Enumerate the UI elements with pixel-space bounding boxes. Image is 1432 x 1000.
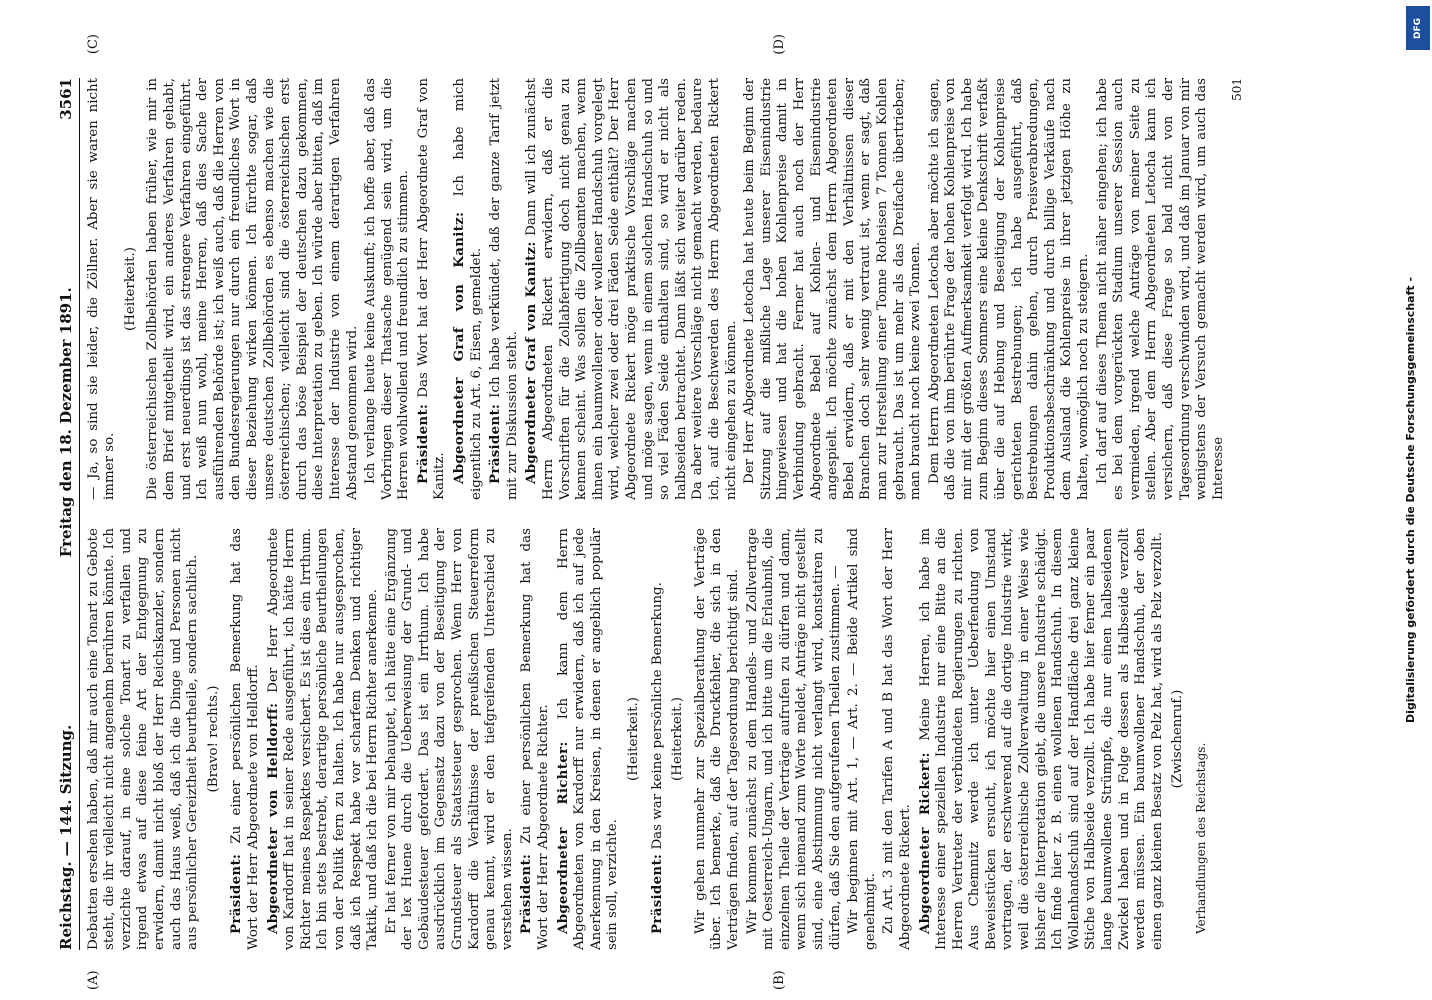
paragraph-text: Das war keine persönliche Bemerkung.: [649, 582, 665, 854]
speaker-label: Abgeordneter Graf von Kanitz:: [523, 241, 540, 484]
paragraph: [1229, 78, 1246, 500]
paragraph-text: Wir beginnen mit Art. 1, — Art. 2. — Beide Artikel sind genehmigt.: [846, 528, 878, 950]
paragraph-text: Wir kommen zunächst zu dem Handels- und Zollvertrage mit Oesterreich-Ungarn, und ich bitte um die Erlaubniß, die einzelnen Theile der Verträge aufrufen zu dürfen und dann, wenn sich niemand zum Worte meldet, Anträge nicht gestellt sind, eine Abstimmung nicht verlangt wird, konstatiren zu dürfen, daß Sie den aufgerufenen Theilen zustimmen. —: [744, 528, 843, 950]
paragraph-text: Ich kann dem Herrn Abgeordneten von Kardorff nur erwidern, daß ich auf jede Anerkennung in den Kreisen, in denen er angeblich populär sein soll, verzichte.: [555, 528, 621, 950]
right-column: [86, 78, 1248, 500]
paragraph-text: Wir gehen nunmehr zur Spezialberathung der Verträge über. Ich bemerke, daß die Druckfehler, die sich in den Verträgen finden, auf der Tagesordnung berichtigt sind.: [692, 528, 741, 950]
paragraph-text: Zu einer persönlichen Bemerkung hat das Wort der Herr Abgeordnete von Helldorff.: [229, 528, 261, 950]
paragraph: [693, 528, 743, 950]
paragraph: [555, 528, 622, 950]
paragraph-text: Ich habe verkündet, daß der ganze Tarif jetzt mit zur Diskussion steht.: [488, 78, 520, 500]
paragraph-text: Zu Art. 3 mit den Tarifen A und B hat das Wort der Herr Abgeordnete Rickert.: [881, 528, 913, 950]
speaker-label: Abgeordneter Graf von Kanitz:: [451, 211, 468, 484]
page-header: [58, 78, 80, 950]
text-columns: [85, 34, 1248, 990]
paragraph: [523, 78, 740, 500]
paragraph: [1193, 528, 1210, 950]
paragraph: [415, 78, 449, 500]
speaker-label: Präsident:: [228, 853, 245, 934]
margin-marker-a: (A): [85, 970, 101, 990]
paragraph: [1095, 78, 1228, 500]
paragraph-text: Ich darf auf dieses Thema nicht näher eingehen; ich habe es bei dem vorgerückten Stadium unserer Session auch vermieden, irgend welche Anträge von meiner Seite zu stellen. Aber dem Herrn Abgeordneten Letocha kann ich versichern, daß diese Frage so bald nicht von der Tagesordnung verschwinden wird, und daß im Januar von mir wenigstens der Versuch gemacht werden wird, um auch das Interesse: [1094, 78, 1226, 500]
paragraph-text: Der Herr Abgeordnete von Kardorff hat in seiner Rede ausgeführt, ich hätte Herrn Richter meines Respektes versichert. Es ist dies ein Irrthum. Ich bin stets bestrebt, derartige persönliche Beurtheilungen von der Politik fern zu halten. Ich habe nur ausgesprochen, daß ich Respekt habe vor scharfem Denken und richtiger Taktik, und daß ich die bei Herrn Richter anerkenne.: [265, 528, 381, 950]
paragraph-text: (Zwischenruf.): [1170, 689, 1186, 789]
header-page-number: 3561: [57, 78, 75, 120]
funding-notice: Digitalisierung gefördert durch die Deutsche Forschungsgemeinschaft -: [1404, 276, 1417, 724]
speaker-label: Präsident:: [414, 403, 431, 484]
paragraph: [745, 528, 845, 950]
paragraph: [742, 78, 925, 500]
paragraph: [145, 78, 361, 500]
paragraph-text: — Ja, so sind sie leider, die Zöllner. Aber sie waren nicht immer so.: [85, 78, 118, 500]
paragraph-text: (Heiterkeit.): [626, 697, 641, 781]
speaker-label: Abgeordneter von Helldorff:: [264, 702, 281, 934]
paragraph: [384, 528, 517, 950]
speaker-label: Abgeordneter Rickert:: [916, 752, 933, 934]
margin-marker-c: (C): [85, 34, 101, 55]
paragraph: [670, 528, 687, 950]
paragraph-text: Ich verlange heute keine Auskunft; ich hoffe aber, daß das Vorbringen dieser Thatsache genügend sein wird, um die Herren wohlwollend und freundlich zu stimmen.: [363, 78, 412, 500]
header-session: Reichstag. — 144. Sitzung.: [57, 724, 75, 950]
margin-marker-d: (D): [771, 34, 787, 55]
paragraph-text: Er hat ferner von mir behauptet, ich hätte eine Ergänzung der lex Huene durch die Ueberweisung der Grund- und Gebäudesteuer gefordert. Das ist ein Irrthum. Ich habe ausdrücklich im Gegensatz dazu von der Beseitigung der Grundsteuer als Staatssteuer gesprochen. Wenn Herr von Kardorff die Verhältnisse der preußischen Steuerreform genau kennt, wird er den tiefgreifenden Unterschied zu verstehen wissen.: [383, 528, 515, 950]
paragraph: [518, 528, 552, 950]
paragraph-text: (Bravo! rechts.): [205, 685, 221, 793]
paragraph: [649, 528, 667, 950]
paragraph-text: Meine Herren, ich habe im Interesse einer speziellen Industrie nur eine Bitte an die Herren Vertreter der verbündeten Regierungen zu richten. Aus Chemnitz werde ich unter Ueberfendung von Beweisstücken ersucht, ich möchte hier einen Umstand vortragen, der erschwerend auf die dortige Industrie wirkt, weil die österreichische Zollverwaltung in einer Weise wie bisher die Interpretation giebt, die unsere Industrie schädigt. Ich finde hier z. B. einen wollenen Handschuh. In diesem Wollenhandschuh sind auf der Handfläche drei ganz kleine Stiche von Halbseide verzollt. Ich habe hier ferner ein paar lange baumwollene Strümpfe, die nur einen halbseidenen Zwickel haben und in Folge dessen als Halbseide verzollt werden müssen. Ein baumwollener Handschuh, der oben einen ganz kleinen Besatz von Pelz hat, wird als Pelz verzollt.: [917, 528, 1165, 950]
paragraph-text: Die österreichischen Zollbehörden haben früher, wie mir in dem Brief mitgetheilt wird, ein anderes Verfahren gehabt, und erst neuerdings ist das strengere Verfahren eingeführt. Ich weiß nun wohl, meine Herren, daß dies Sache der ausführenden Behörde ist; ich weiß auch, daß die Herren von den Bundesregierungen nur durch ein freundliches Wort in dieser Beziehung wirken können. Ich fürchte sogar, daß unsere deutschen Zollbehörden es ebenso machen wie die österreichischen; vielleicht sind die österreichischen erst durch das böse Beispiel der deutschen dazu gekommen, diese Interpretation zu geben. Ich würde aber bitten, daß im Interesse der Industrie von einem derartigen Verfahren Abstand genommen wird.: [145, 78, 360, 500]
paragraph: [123, 78, 140, 500]
paragraph: [881, 528, 914, 950]
paragraph: [363, 78, 413, 500]
paragraph-text: Zu einer persönlichen Bemerkung hat das Wort der Herr Abgeordnete Richter.: [519, 528, 552, 950]
left-column: [86, 528, 1248, 950]
margin-marker-b: (B): [771, 970, 787, 990]
paragraph: [626, 528, 643, 950]
paragraph: [265, 528, 382, 950]
paragraph: [1170, 528, 1187, 950]
paragraph-text: Das Wort hat der Herr Abgeordnete Graf von Kanitz.: [415, 78, 448, 500]
speaker-label: Präsident:: [518, 853, 535, 934]
paragraph: [451, 78, 485, 500]
dfg-logo: DFG: [1406, 6, 1430, 50]
paragraph-text: Debatten ersehen haben, daß mir auch eine Tonart zu Gebote steht, die ihr vielleicht nicht angenehm berühren könnte. Ich verzichte darauf, in eine solche Tonart zu verfallen und irgend etwas auf diese feine Art der Entgegnung zu erwidern, damit nicht bloß der Herr Reichskanzler, sondern auch das Haus weiß, daß ich die Dinge und Personen nicht aus persönlicher Gereiztheit beurtheile, sondern sachlich.: [85, 528, 201, 950]
paragraph-text: (Heiterkeit.): [670, 697, 686, 781]
paragraph-text: 501: [1230, 78, 1245, 101]
paragraph-text: Ich habe mich eigentlich zu Art. 6, Eisen, gemeldet.: [452, 78, 484, 500]
paragraph: [487, 78, 521, 500]
paragraph: [228, 528, 262, 950]
paragraph: [86, 528, 202, 950]
speaker-label: Präsident:: [648, 853, 665, 934]
speaker-label: Präsident:: [487, 403, 504, 484]
paragraph: [86, 78, 119, 500]
paragraph-text: Dem Herrn Abgeordneten Letocha aber möchte ich sagen, daß die von ihm berührte Frage der hohen Kohlenpreise von mir mit der größten Aufmerksamkeit verfolgt wird. Ich habe zum Beginn dieses Sommers eine kleine Denkschrift verfaßt über die auf Hebung und Beseitigung der Kohlenpreise gerichteten Bestrebungen; ich habe ausgeführt, daß Bestrebungen dahin gehen, durch Preisverabredungen, Produktionsbeschränkung und durch billige Verkäufe nach dem Ausland die Kohlenpreise in ihrer jetzigen Höhe zu halten, womöglich noch zu steigern.: [926, 78, 1092, 500]
digitization-sidebar: [1402, 0, 1432, 1000]
paragraph: [206, 528, 223, 950]
paragraph: [846, 528, 879, 950]
paragraph-text: Verhandlungen des Reichstags.: [1194, 742, 1208, 934]
header-date: Freitag den 18. Dezember 1891.: [57, 287, 75, 558]
paragraph-text: (Heiterkeit.): [122, 247, 138, 331]
paragraph-text: Der Herr Abgeordnete Letocha hat heute beim Beginn der Sitzung auf die mißliche Lage unserer Eisenindustrie hingewiesen und hat die hohen Kohlenpreise damit in Verbindung gebracht. Ferner hat auch noch der Herr Abgeordnete Bebel auf Kohlen- und Eisenindustrie angespielt. Ich möchte zunächst dem Herrn Abgeordneten Bebel erwidern, daß er mit den Verhältnissen dieser Branchen doch sehr wenig vertraut ist, wenn er sagt, daß man zur Herstellung einer Tonne Roheisen 7 Tonnen Kohlen gebraucht. Das ist um mehr als das Dreifache übertrieben; man braucht noch keine zwei Tonnen.: [742, 78, 924, 500]
paragraph: [917, 528, 1167, 950]
paragraph: [927, 78, 1093, 500]
paragraph-text: Dann will ich zunächst Herrn Abgeordneten Rickert erwidern, daß er die Vorschriften für die Zollabfertigung doch nicht genau zu kennen scheint. Was sollen die Zollbeamten machen, wenn ihnen ein baumwollener oder wollener Handschuh vorgelegt wird, welcher zwei oder drei Fäden Seide enthält? Der Herr Abgeordnete Rickert möge praktische Vorschläge machen und möge sagen, wenn in einem solchen Handschuh so und so viel Fäden Seide enthalten sind, so wird er nicht als halbseiden betrachtet. Dann läßt sich weiter darüber reden. Da aber weitere Vorschläge nicht gemacht werden, bedaure ich, auf die Beschwerden des Herrn Abgeordneten Rickert nicht eingehen zu können.: [524, 78, 739, 500]
speaker-label: Abgeordneter Richter:: [554, 741, 571, 934]
